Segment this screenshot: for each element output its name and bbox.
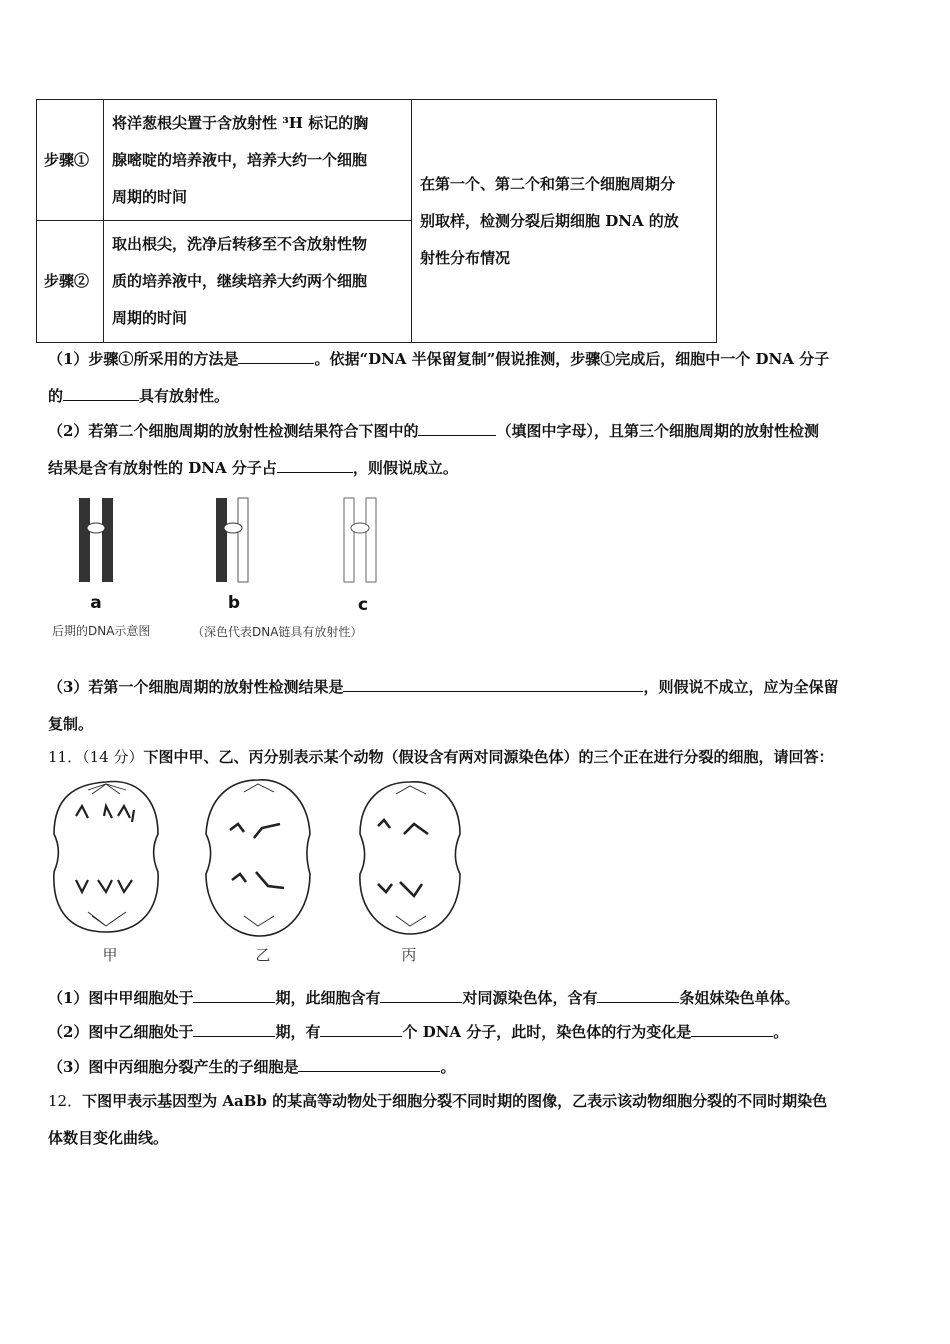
- dna-diagram-a: [79, 498, 113, 582]
- cell-bing: [360, 782, 460, 934]
- step1-line: 将洋葱根尖置于含放射性 ³H 标记的胸: [112, 113, 369, 132]
- answer-blank[interactable]: [418, 421, 496, 436]
- answer-blank[interactable]: [691, 1022, 773, 1037]
- q11-stem: [48, 746, 833, 767]
- diagram-label-c: c: [357, 595, 369, 615]
- q10-p1-text: 具有放射性。: [139, 387, 230, 405]
- figure-caption-left: 后期的DNA示意图: [52, 624, 151, 638]
- detection-line: 别取样，检测分裂后期细胞 DNA 的放: [420, 211, 679, 230]
- detection-cell: [412, 100, 717, 343]
- step2-label: 步骤②: [44, 272, 90, 290]
- question-score: （14 分）: [82, 748, 144, 766]
- q11-p2-text: 。: [773, 1023, 789, 1041]
- cell-jia: [54, 781, 158, 932]
- step2-line: 取出根尖，洗净后转移至不含放射性物: [112, 235, 368, 253]
- cell-yi: [206, 780, 310, 936]
- q12-stem-line1: [48, 1090, 827, 1111]
- answer-blank[interactable]: [343, 677, 643, 692]
- step1-label-cell: [37, 100, 104, 221]
- step2-label-cell: [37, 221, 104, 343]
- answer-blank[interactable]: [238, 349, 314, 364]
- question-number: 12．: [48, 1092, 83, 1110]
- step2-line: 周期的时间: [112, 309, 188, 327]
- answer-blank[interactable]: [320, 1022, 402, 1037]
- q11-part3: [48, 1056, 455, 1077]
- cell-division-figure: [48, 776, 468, 940]
- dna-diagram-c: [344, 498, 376, 582]
- q10-part3-line1: [48, 676, 838, 697]
- cell-label-jia: 甲: [102, 946, 118, 964]
- q11-p2-text: 期，有: [275, 1023, 321, 1041]
- experiment-steps-table: [36, 99, 717, 343]
- q10-p2-text: ，则假说成立。: [352, 459, 458, 477]
- q10-part2-line2: [48, 457, 458, 478]
- answer-blank[interactable]: [597, 988, 679, 1003]
- q11-p2-text: 个 DNA 分子，此时，染色体的行为变化是: [402, 1023, 692, 1041]
- answer-blank[interactable]: [298, 1057, 440, 1072]
- step1-line: 腺嘧啶的培养液中，培养大约一个细胞: [112, 150, 368, 169]
- q10-p1-text: 。依据“DNA 半保留复制”假说推测，步骤①完成后，细胞中一个 DNA 分子: [314, 350, 830, 368]
- q11-p2-text: （2）图中乙细胞处于: [48, 1023, 194, 1041]
- answer-blank[interactable]: [193, 988, 275, 1003]
- q11-part2: [48, 1021, 788, 1042]
- q10-p3-text: ，则假说不成立，应为全保留: [643, 678, 839, 696]
- q10-p3-text: （3）若第一个细胞周期的放射性检测结果是: [48, 678, 344, 696]
- q10-p1-text: （1）步骤①所采用的方法是: [48, 350, 239, 368]
- q10-part2-line1: [48, 420, 819, 441]
- cell-label-bing: 丙: [401, 946, 417, 964]
- answer-blank[interactable]: [380, 988, 462, 1003]
- question-stem: 下图甲表示基因型为 AaBb 的某高等动物处于细胞分裂不同时期的图像，乙表示该动物细胞分裂的不同时期染色: [82, 1092, 828, 1110]
- q11-p1-text: 对同源染色体，含有: [462, 989, 598, 1007]
- q11-part1: [48, 987, 800, 1008]
- diagram-label-b: b: [227, 593, 241, 613]
- step1-label: 步骤①: [44, 150, 90, 169]
- dna-diagram-b: [216, 498, 248, 582]
- step1-line: 周期的时间: [112, 187, 188, 206]
- figure-caption-right: （深色代表DNA链具有放射性）: [192, 625, 363, 639]
- question-number: 11．: [48, 748, 83, 766]
- answer-blank[interactable]: [277, 458, 353, 473]
- diagram-label-a: a: [90, 593, 102, 613]
- cell-label-yi: 乙: [255, 946, 271, 964]
- q10-part1-line2: [48, 385, 229, 406]
- answer-blank[interactable]: [193, 1022, 275, 1037]
- dna-diagram-figure: [70, 492, 400, 588]
- q11-p3-text: 。: [440, 1058, 456, 1076]
- step2-content-cell: [104, 221, 412, 343]
- q10-p2-text: （填图中字母），且第三个细胞周期的放射性检测: [496, 422, 819, 440]
- answer-blank[interactable]: [63, 386, 139, 401]
- step1-content-cell: [104, 100, 412, 221]
- q12-stem-line2: 体数目变化曲线。: [48, 1129, 169, 1147]
- q10-p3-text: 复制。: [48, 715, 94, 733]
- detection-line: 在第一个、第二个和第三个细胞周期分: [420, 174, 676, 193]
- q11-p1-text: 期，此细胞含有: [275, 989, 381, 1007]
- q10-p1-text: 的: [48, 387, 64, 405]
- q11-p1-text: （1）图中甲细胞处于: [48, 989, 194, 1007]
- q10-p2-text: （2）若第二个细胞周期的放射性检测结果符合下图中的: [48, 422, 419, 440]
- q11-p3-text: （3）图中丙细胞分裂产生的子细胞是: [48, 1058, 299, 1076]
- q11-p1-text: 条姐妹染色单体。: [679, 989, 800, 1007]
- detection-line: 射性分布情况: [420, 248, 511, 267]
- step2-line: 质的培养液中，继续培养大约两个细胞: [112, 272, 368, 290]
- q10-p2-text: 结果是含有放射性的 DNA 分子占: [48, 459, 277, 477]
- q10-part1-line1: [48, 348, 829, 369]
- question-stem: 下图中甲、乙、丙分别表示某个动物（假设含有两对同源染色体）的三个正在进行分裂的细胞，请回答：: [143, 748, 834, 766]
- q10-part3-line2: [48, 713, 93, 734]
